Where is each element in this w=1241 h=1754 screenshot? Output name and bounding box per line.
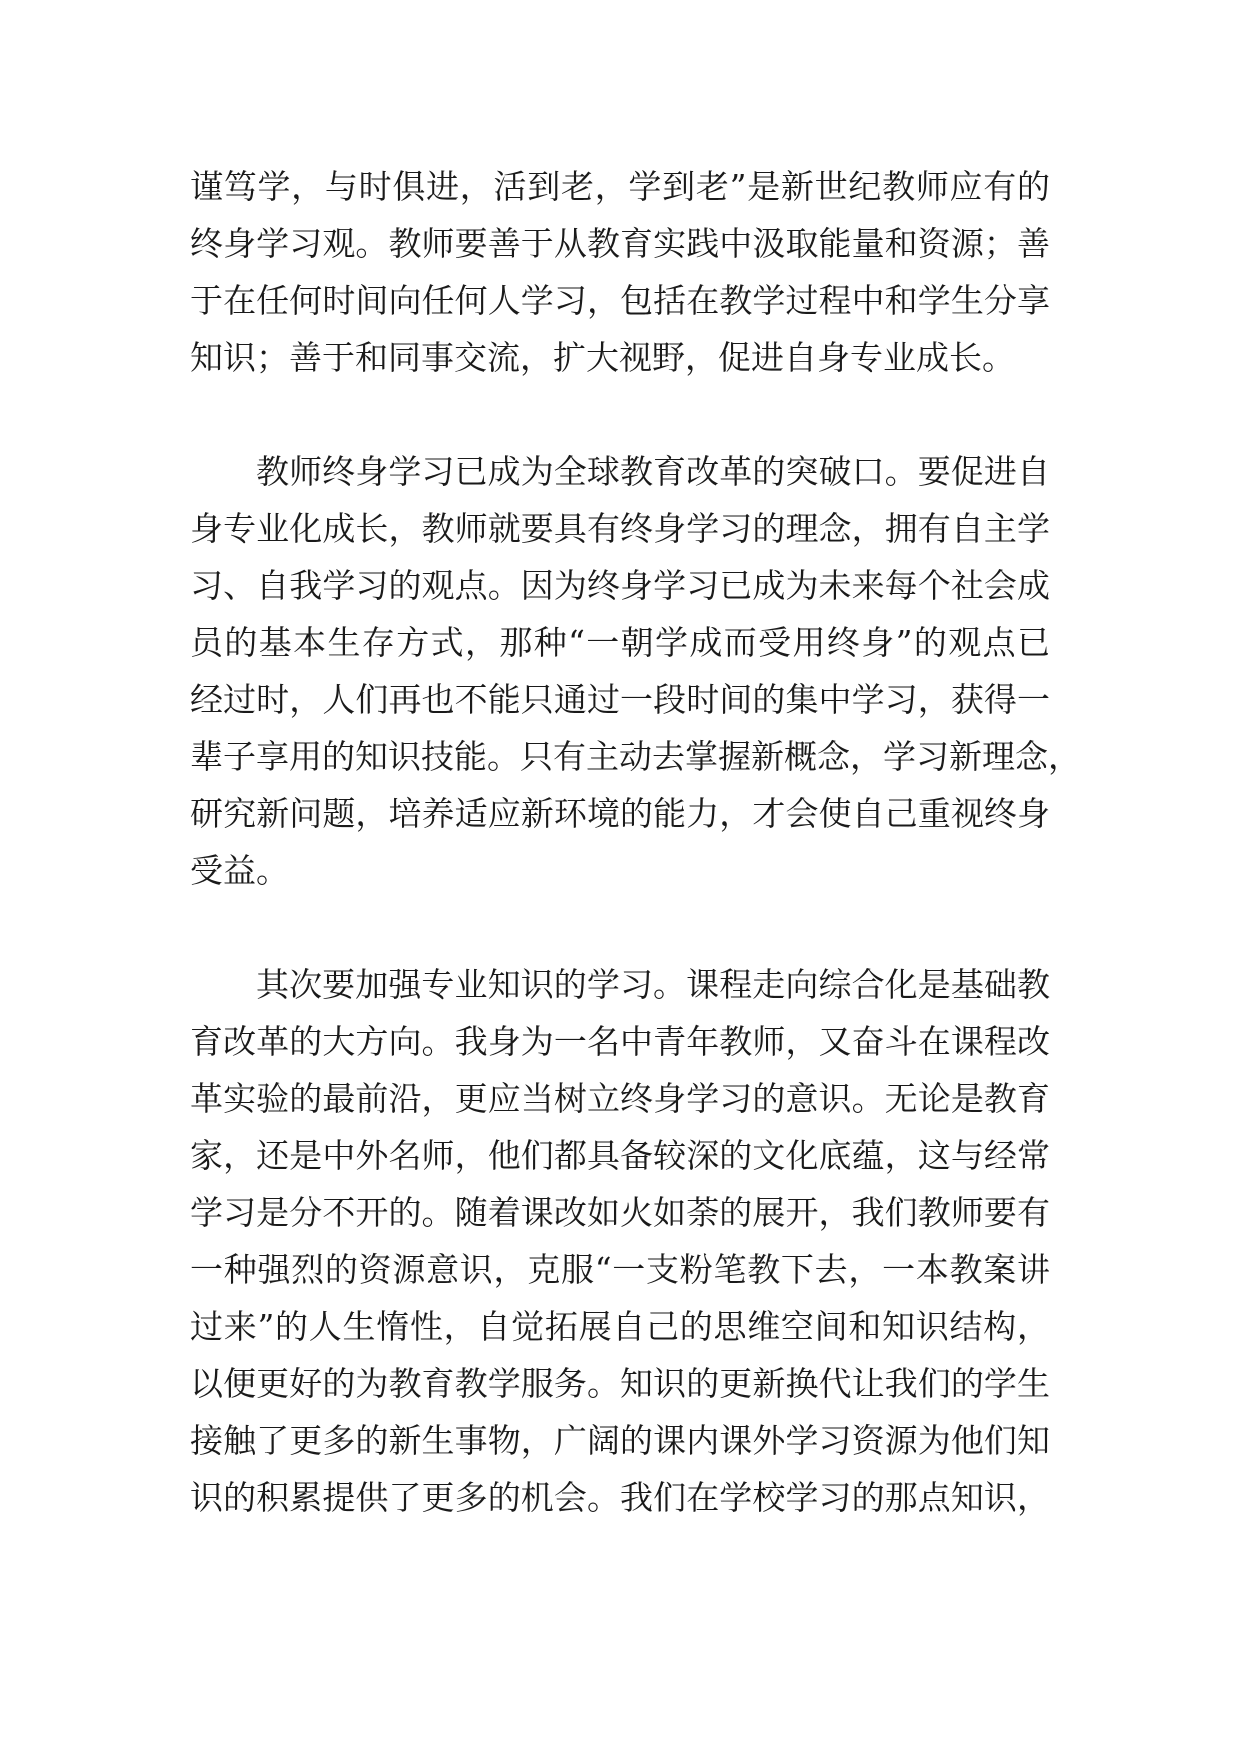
- text-line: 以便更好的为教育教学服务。知识的更新换代让我们的学生: [190, 1364, 1050, 1403]
- text-line: 接触了更多的新生事物，广阔的课内课外学习资源为他们知: [190, 1421, 1050, 1460]
- text-line: 受益。: [190, 851, 289, 890]
- text-line: 于在任何时间向任何人学习，包括在教学过程中和学生分享: [190, 281, 1050, 320]
- text-line: 经过时，人们再也不能只通过一段时间的集中学习，获得一: [190, 680, 1050, 719]
- text-line: 家，还是中外名师，他们都具备较深的文化底蕴，这与经常: [190, 1136, 1050, 1175]
- text-line: 过来”的人生惰性，自觉拓展自己的思维空间和知识结构，: [190, 1307, 1050, 1346]
- text-line: 终身学习观。教师要善于从教育实践中汲取能量和资源；善: [190, 224, 1050, 263]
- text-line: 育改革的大方向。我身为一名中青年教师，又奋斗在课程改: [190, 1022, 1050, 1061]
- paragraph-spacer: [190, 386, 1050, 443]
- text-line: 学习是分不开的。随着课改如火如荼的展开，我们教师要有: [190, 1193, 1050, 1232]
- text-line: 辈子享用的知识技能。只有主动去掌握新概念，学习新理念，: [190, 737, 1081, 776]
- text-line: 识的积累提供了更多的机会。我们在学校学习的那点知识，: [190, 1478, 1050, 1517]
- paragraph-3: [190, 956, 1050, 1526]
- paragraph-spacer: [190, 899, 1050, 956]
- text-line: 谨笃学，与时俱进，活到老，学到老”是新世纪教师应有的: [190, 167, 1050, 206]
- text-line: 研究新问题，培养适应新环境的能力，才会使自己重视终身: [190, 794, 1050, 833]
- paragraph-1: [190, 158, 1050, 386]
- text-line: 习、自我学习的观点。因为终身学习已成为未来每个社会成: [190, 566, 1050, 605]
- text-line: 员的基本生存方式，那种“一朝学成而受用终身”的观点已: [190, 623, 1050, 662]
- text-line: 身专业化成长，教师就要具有终身学习的理念，拥有自主学: [190, 509, 1050, 548]
- text-line: 革实验的最前沿，更应当树立终身学习的意识。无论是教育: [190, 1079, 1050, 1118]
- text-line: 其次要加强专业知识的学习。课程走向综合化是基础教: [256, 965, 1050, 1004]
- document-body: [190, 158, 1081, 1526]
- text-line: 知识；善于和同事交流，扩大视野，促进自身专业成长。: [190, 338, 1015, 377]
- text-line: 一种强烈的资源意识，克服“一支粉笔教下去，一本教案讲: [190, 1250, 1050, 1289]
- text-line: 教师终身学习已成为全球教育改革的突破口。要促进自: [256, 452, 1050, 491]
- paragraph-2: [190, 443, 1081, 899]
